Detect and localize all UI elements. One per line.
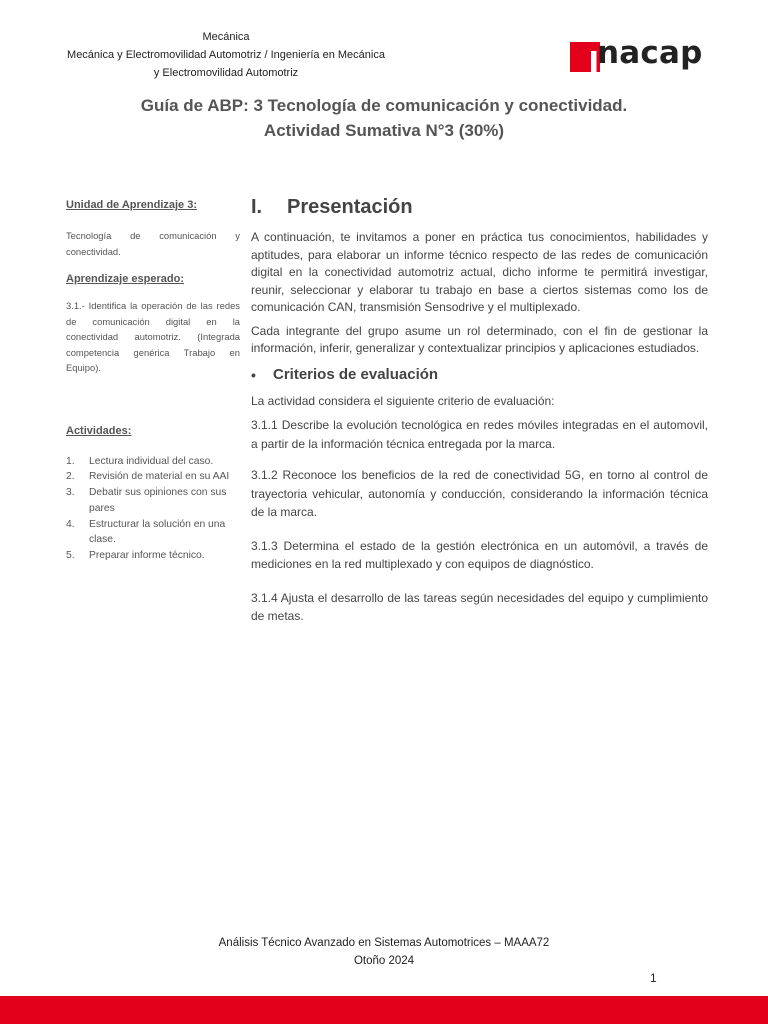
section-title: Presentación xyxy=(287,196,413,218)
inacap-logo-mark-icon xyxy=(570,42,600,72)
footer-red-bar xyxy=(0,996,768,1024)
section-heading xyxy=(251,194,708,220)
document-header xyxy=(40,28,412,82)
criteria-heading xyxy=(251,365,708,385)
unit-text: Tecnología de comunicación y conectividad. xyxy=(66,230,240,257)
header-line-2: Mecánica y Electromovilidad Automotriz / Ingeniería en Mecánica xyxy=(67,49,385,61)
activities-heading: Actividades: xyxy=(66,424,132,437)
sidebar xyxy=(66,197,240,564)
list-item: 2. Revisión de material en su AAI xyxy=(66,471,230,483)
title-line-2: Actividad Sumativa N°3 (30%) xyxy=(263,121,505,140)
logo-wordmark: nacap xyxy=(597,35,703,71)
header-line-3: y Electromovilidad Automotriz xyxy=(153,67,299,79)
learning-heading: Aprendizaje esperado: xyxy=(66,273,184,285)
criterion-3-1-2: 3.1.2 Reconoce los beneficios de la red de conectividad 5G, en torno al control de trayectoria vehicular, autonomía y conducción, considerando la información técnica de la marca. xyxy=(251,468,708,519)
unit-heading: Unidad de Aprendizaje 3: xyxy=(66,199,198,211)
activities-list xyxy=(66,454,240,565)
presentation-paragraph-1: A continuación, te invitamos a poner en práctica tus conocimientos, habilidades y aptitudes, para elaborar un informe técnico respecto de las redes de comunicación digital en la conectividad automotriz actual, dicho informe te permitirá investigar, reunir, seleccionar y elaborar tu trabajo en base a ciertos sistemas como los de comunicación CAN, transmisión Sensodrive y el multiplexado. xyxy=(251,230,708,314)
header-line-1: Mecánica xyxy=(202,31,250,43)
criterion-3-1-3: 3.1.3 Determina el estado de la gestión electrónica en un automóvil, a través de mediciones en la red multiplexado y con equipos de diagnóstico. xyxy=(251,538,708,571)
title-line-1: Guía de ABP: 3 Tecnología de comunicación y conectividad. xyxy=(140,96,628,115)
document-footer xyxy=(40,935,728,970)
footer-course: Análisis Técnico Avanzado en Sistemas Automotrices – MAAA72 xyxy=(218,937,550,949)
page-number: 1 xyxy=(650,971,657,985)
section-number: I. xyxy=(251,196,263,218)
criteria-intro: La actividad considera el siguiente criterio de evaluación: xyxy=(251,393,555,408)
footer-term: Otoño 2024 xyxy=(353,954,415,967)
presentation-paragraph-2: Cada integrante del grupo asume un rol determinado, con el fin de gestionar la información, inferir, generalizar y contextualizar principios y aplicaciones estudiados. xyxy=(251,323,708,355)
criterion-3-1-4: 3.1.4 Ajusta el desarrollo de las tareas según necesidades del equipo y cumplimiento de metas. xyxy=(251,590,708,623)
inacap-logo xyxy=(570,35,710,80)
document-title xyxy=(40,93,728,143)
criteria-heading-text: Criterios de evaluación xyxy=(273,365,439,383)
list-item: 1. Lectura individual del caso. xyxy=(66,455,214,467)
list-item: 5. Preparar informe técnico. xyxy=(66,550,205,562)
list-item: 4. Estructurar la solución en una clase. xyxy=(66,518,226,546)
bullet-icon: • xyxy=(251,366,256,383)
learning-text: 3.1.- Identifica la operación de las redes de comunicación digital en la conectividad automotriz. (Integrada competencia genérica Trabajo en Equipo). xyxy=(66,300,240,373)
criterion-3-1-1: 3.1.1 Describe la evolución tecnológica en redes móviles integradas en el automovil, a partir de la información técnica entregada por la marca. xyxy=(251,418,708,451)
main-content xyxy=(251,194,708,626)
list-item: 3. Debatir sus opiniones con sus pares xyxy=(66,487,227,514)
